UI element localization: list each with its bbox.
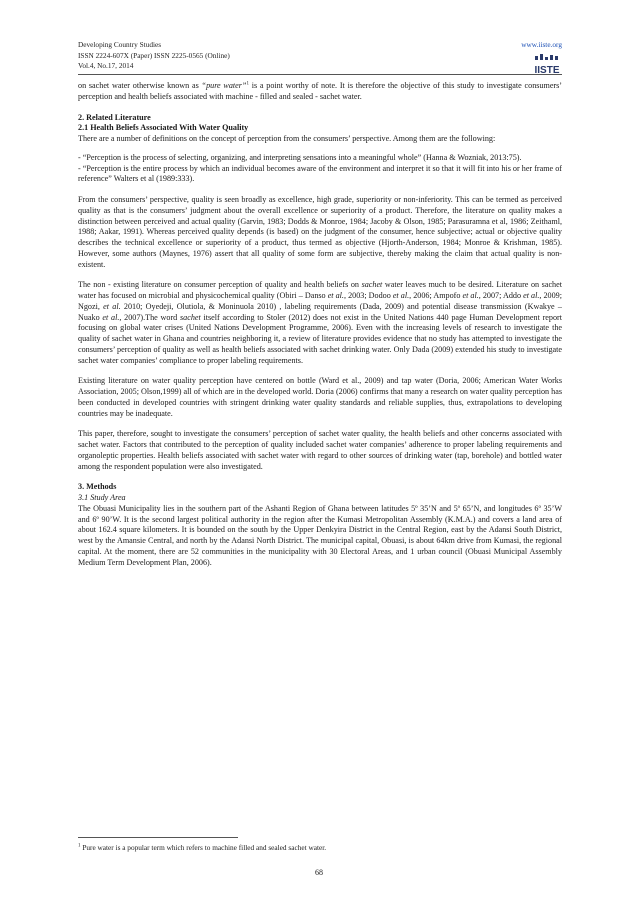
journal-volume: Vol.4, No.17, 2014 — [78, 61, 134, 71]
iiste-logo-icon — [532, 54, 562, 76]
sachet-literature-paragraph: The non - existing literature on consumer perception of quality and health beliefs on sachet water leaves much to be desired. Literature on sachet water has focused on microbial and physicochemical quality (Obiri – Danso et al., 2003; Dodoo et al., 2006; Ampofo et al., 2007; Addo et al., 2009; Ngozi, et al. 2010; Oyedeji, Olutiola, & Moninuola 2010) , labeling requirements (Dada, 2009) and potential disease transmission (Kwakye – Nuako et al., 2007).The word sachet itself according to Stoler (2012) does not exist in the United Nations 440 page Human Development report focusing on global water crises (United Nations Development Programme, 2006). Even with the increasing levels of research to investigate the quality of sachet water in Ghana and countries neighboring it, a review of literature provides evidence that no study has attempted to investigate the consumers’ perception of quality as well as health beliefs associated with sachet drinking water. Only Dada (2009) extended his study to investigate sachet water companies’ compliance to proper labeling requirements. — [78, 280, 562, 365]
article-body — [78, 81, 562, 568]
journal-name: Developing Country Studies — [78, 40, 162, 49]
section-heading-related-literature: 2. Related Literature — [78, 112, 151, 122]
logo-text: IISTE — [534, 65, 560, 76]
subsection-heading-health-beliefs: 2.1 Health Beliefs Associated With Water Quality — [78, 123, 249, 133]
journal-url-link[interactable]: www.iiste.org — [521, 40, 562, 49]
footnote-number: 1 — [78, 843, 81, 849]
definitions-lead: There are a number of definitions on the concept of perception from the consumers’ perspective. Among them are the following: — [78, 134, 496, 143]
header-divider — [78, 74, 562, 75]
study-area-paragraph: The Obuasi Municipality lies in the southern part of the Ashanti Region of Ghana between latitudes 5º 35’N and 5º 65’N, and longitudes 6º 35’W and 6º 90’W. It is the second largest political authority in the region after the Kumasi Metropolitan Assembly (K.M.A.) and covers a land area of about 162.4 square kilometers. It is bounded on the south by the Upper Denkyira District in the Central Region, east by the Adansi South District, west by the Amansie Central, and north by the Adansi North District. The municipal capital, Obuasi, is about 64km drive from Kumasi, the regional capital. At the moment, there are 52 communities in the municipality with 30 Electoral Areas, and 1 urban council (Obuasi Municipal Assembly Medium Term Development Plan, 2006). — [78, 503, 562, 567]
footnote — [78, 843, 562, 853]
water-perception-paragraph: Existing literature on water quality perception have centered on bottle (Ward et al., 2009) and tap water (Doria, 2006; American Water Works Association, 2005; Olson,1999) all of which are in the developed world. Doria (2006) confirms that many a research on water quality perception has been conducted in developed countries with stringent drinking water quality standards and reliable supplies, thus, extrapolations to developing countries may be inadequate. — [78, 376, 562, 418]
page-header — [78, 40, 562, 76]
definition-quote-2: - “Perception is the entire process by which an individual becomes aware of the environment and interpret it so that it will fit into his or her frame of reference” Walters et al (1989:333). — [78, 163, 562, 184]
footnote-ref[interactable]: 1 — [246, 81, 249, 87]
footnote-text: Pure water is a popular term which refers to machine filled and sealed sachet water. — [80, 843, 327, 852]
subsection-heading-study-area: 3.1 Study Area — [78, 493, 126, 502]
page-number: 68 — [315, 868, 323, 877]
section-heading-methods: 3. Methods — [78, 482, 117, 492]
paper-objective-paragraph: This paper, therefore, sought to investigate the consumers’ perception of sachet water quality, the health beliefs and other concerns associated with sachet water. Factors that contributed to the perception of quality included sachet water companies’ adherence to proper labeling requirements and organoleptic properties. Health beliefs associated with sachet water with regard to other sources of drinking water (tap, borehole) and bottled water among the respondent population were also investigated. — [78, 429, 562, 471]
perceived-quality-paragraph: From the consumers’ perspective, quality is seen broadly as excellence, high grade, superiority or non-inferiority. This can be termed as perceived quality as that is the consumers’ judgment about the overall excellence or superiority of a product. Therefore, the literature on quality makes a distinction between perceived and actual quality (Garvin, 1983; Dodds & Monroe, 1984; Jacoby & Olson, 1985; Parasuramna et al, 1986; Zeithaml, 1988; Aakar, 1991). Whereas perceived quality depends (is based) on the judgment of the consumer, hence subjective; actual or objective quality describes the technical excellence or superiority of a product, thus termed as objective (Hjorth-Anderson, 1984; Monroe & Krishman, 1985). However, some authors (Maynes, 1976) assert that all quality of some form are subjective, thereby making the claim that actual quality is non-existent. — [78, 195, 562, 269]
journal-issn: ISSN 2224-607X (Paper) ISSN 2225-0565 (Online) — [78, 50, 230, 60]
definition-quote-1: - “Perception is the process of selecting, organizing, and interpreting sensations into a meaningful whole” (Hanna & Wozniak, 2013:75). — [78, 152, 522, 162]
footnote-divider — [78, 837, 238, 838]
intro-paragraph: on sachet water otherwise known as “pure water”$^1$ is a point worthy of note. It is therefore the objective of this study to investigate consumers’ perception and health beliefs associated with machine - filled and sealed - sachet water. — [78, 81, 562, 101]
